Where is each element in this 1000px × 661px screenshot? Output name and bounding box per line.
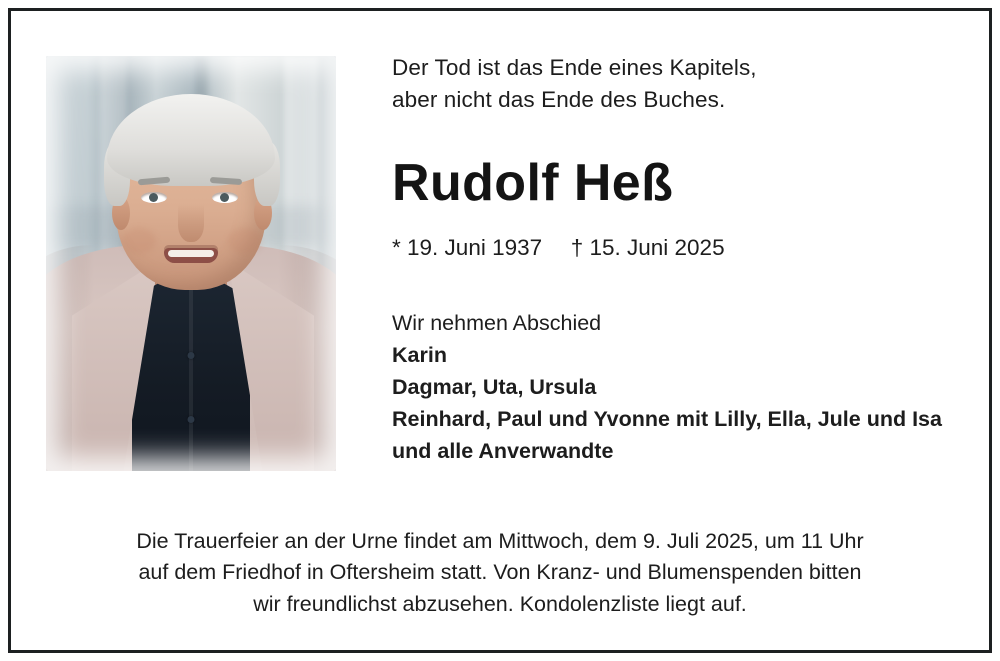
mourner-line: Reinhard, Paul und Yvonne mit Lilly, Ella, Jule und Isa	[392, 407, 942, 432]
shirt-placket	[189, 281, 193, 471]
notice-text-column	[346, 34, 958, 467]
mourner-line: Dagmar, Uta, Ursula	[392, 375, 597, 400]
ceremony-line: wir freundlichst abzusehen. Kondolenzliste liegt auf.	[253, 592, 747, 617]
mourner-line: Karin	[392, 343, 447, 368]
notice-top-area	[42, 34, 958, 471]
ceremony-line: auf dem Friedhof in Oftersheim statt. Von Kranz- und Blumenspenden bitten	[138, 560, 862, 585]
epitaph	[392, 52, 958, 115]
portrait-cheek-right	[228, 228, 262, 254]
portrait-photo	[46, 56, 336, 471]
portrait-eye-left	[141, 192, 167, 203]
shirt-button	[188, 416, 195, 423]
portrait-mouth	[164, 248, 218, 263]
ceremony-details	[42, 526, 958, 635]
ceremony-line: Die Trauerfeier an der Urne findet am Mittwoch, dem 9. Juli 2025, um 11 Uhr	[136, 528, 864, 553]
farewell-intro: Wir nehmen Abschied	[392, 311, 602, 335]
portrait-nose	[178, 204, 204, 242]
epitaph-line: Der Tod ist das Ende eines Kapitels,	[392, 55, 757, 80]
deceased-name: Rudolf Heß	[392, 154, 674, 212]
death-date: 15. Juni 2025	[589, 235, 725, 260]
portrait-cheek-left	[122, 228, 156, 254]
portrait-eye-right	[212, 192, 238, 203]
portrait-iris-right	[220, 193, 229, 202]
mourner-line: und alle Anverwandte	[392, 439, 614, 464]
birth-symbol: *	[392, 235, 401, 260]
epitaph-line: aber nicht das Ende des Buches.	[392, 86, 726, 112]
death-symbol: †	[570, 235, 584, 260]
life-dates	[392, 235, 958, 261]
portrait-container	[46, 56, 346, 471]
portrait-teeth	[168, 250, 214, 257]
portrait-iris-left	[149, 193, 158, 202]
birth-date: 19. Juni 1937	[407, 235, 543, 260]
shirt-button	[188, 352, 195, 359]
farewell-block	[392, 307, 958, 467]
